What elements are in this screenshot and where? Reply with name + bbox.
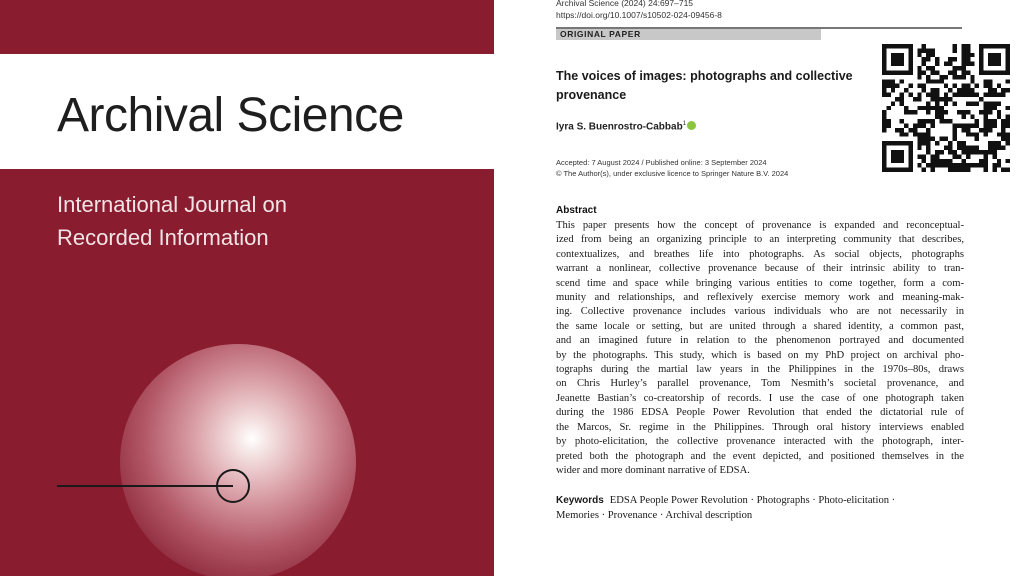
journal-subtitle (57, 188, 287, 254)
cover-line-graphic (57, 485, 233, 487)
citation: Archival Science (2024) 24:697–715 (556, 0, 694, 8)
author-name[interactable]: Iyra S. Buenrostro-Cabbab (556, 121, 683, 133)
copyright-notice: © The Author(s), under exclusive licence to Springer Nature B.V. 2024 (556, 169, 789, 178)
abstract-body (556, 219, 964, 478)
author (556, 121, 696, 132)
abstract-line: by photo-elicitation, the collective provenance interacted with the photograph, inter- (556, 436, 964, 448)
abstract-line: warrant a nonlinear, collective provenance because of their intrinsic ability to tran- (556, 263, 964, 275)
abstract-line: contextualizes, and breathes life into photographs. As social objects, photographs (556, 248, 964, 260)
publication-info (556, 157, 788, 179)
abstract-line: Jeanette Bastian’s co-creatorship of records. I use the case of one photograph taken (556, 392, 964, 404)
journal-title: Archival Science (57, 89, 404, 142)
section-label: ORIGINAL PAPER (560, 29, 641, 39)
abstract-line: scend time and space while bringing various entities to come together, form a com- (556, 277, 964, 289)
article-title: The voices of images: photographs and collective provenance (556, 69, 853, 102)
abstract-line: during the 1986 EDSA People Power Revolution that ended the dictatorial rule of (556, 407, 964, 419)
journal-subtitle-line: International Journal on (57, 192, 287, 217)
abstract-line: wider and more dominant narrative of EDSA. (556, 464, 750, 476)
abstract-line: ized from being an organizing principle to an interpreting community that describes, (556, 234, 964, 246)
abstract-line: the Marcos, Sr. regime in the Philippines. Through oral history interviews enabled (556, 421, 964, 433)
abstract-line: on Chris Hurley’s parallel provenance, Tom Nesmith’s societal provenance, and (556, 378, 964, 390)
abstract-heading: Abstract (556, 205, 597, 216)
keywords-list: EDSA People Power Revolution · Photographs · Photo-elicitation · (609, 495, 896, 506)
keywords-label: Keywords (556, 495, 604, 506)
qr-code-icon (882, 44, 1010, 172)
keywords-list: Memories · Provenance · Archival description (556, 510, 753, 521)
journal-subtitle-line: Recorded Information (57, 225, 269, 250)
journal-cover (0, 0, 494, 576)
abstract-line: This paper presents how the concept of provenance is expanded and reconceptual- (556, 220, 964, 231)
affiliation-mark: 1 (682, 121, 687, 127)
abstract-line: preted both the photograph and the event depicted, and positioned themselves in the (556, 450, 964, 462)
abstract-line: and an imagined future in relation to the phenomenon portrayed and documented (556, 335, 964, 347)
abstract-line: tographs during the martial law years in the Philippines in the 1970s–80s, draws (556, 364, 964, 376)
keywords (556, 493, 895, 523)
abstract-line: ing. Collective provenance includes various individuals who are not necessarily in (556, 306, 964, 318)
abstract-line: the same locale or setting, but are united through a shared identity, a common past, (556, 320, 964, 332)
orcid-icon[interactable] (687, 121, 696, 130)
cover-sphere-graphic (120, 344, 356, 576)
doi-link[interactable]: https://doi.org/10.1007/s10502-024-09456-8 (556, 10, 722, 20)
publication-dates: Accepted: 7 August 2024 / Published online: 3 September 2024 (556, 158, 767, 167)
abstract-line: munity and relationships, and reflexively exercise memory work and meaning-mak- (556, 292, 964, 304)
cover-ring-graphic (216, 469, 250, 503)
article-first-page (494, 0, 1024, 576)
abstract-line: by the photographs. This study, which is based on my PhD project on archival pho- (556, 349, 964, 361)
